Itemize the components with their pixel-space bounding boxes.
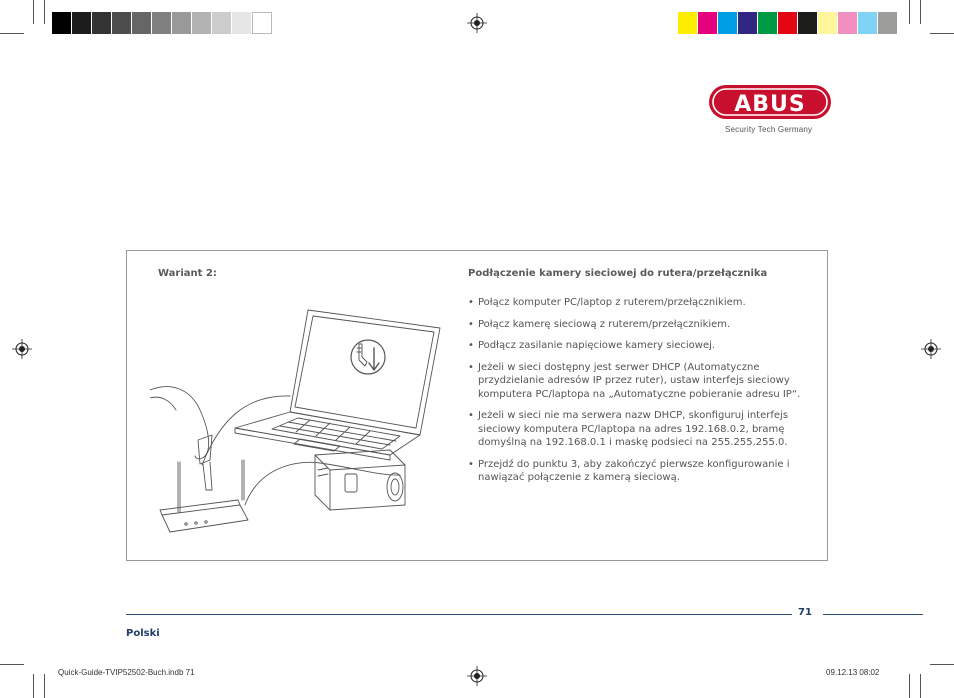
logo-tagline: Security Tech Germany (725, 125, 813, 134)
abus-logo (708, 84, 832, 120)
color-swatch (818, 12, 838, 34)
grayscale-color-bar (52, 12, 272, 34)
list-item: • Jeżeli w sieci dostępny jest serwer DHCP (Automatyczne przydzielanie adresów IP przez ruter), ustaw interfejs sieciowy komputera PC/laptopa na „Automatyczne pobieranie adresu IP“. (468, 361, 808, 402)
crop-mark (930, 33, 954, 34)
color-swatch (718, 12, 738, 34)
connection-illustration (150, 300, 450, 535)
list-item: • Jeżeli w sieci nie ma serwera nazw DHCP, skonfiguruj interfejs sieciowy komputera PC/laptopa na adres 192.168.0.2, bramę domyślną na 192.168.0.1 i maskę podsieci na 255.255.255.0. (468, 409, 808, 450)
registration-mark-icon (467, 13, 487, 33)
hand-with-plug-drawing (150, 387, 212, 490)
variant-label: Wariant 2: (158, 268, 217, 279)
color-swatch (112, 12, 132, 34)
color-swatch (678, 12, 698, 34)
crop-mark (44, 674, 45, 698)
page-number: 71 (798, 607, 812, 618)
crop-mark (0, 33, 24, 34)
registration-mark-icon (467, 666, 487, 686)
color-swatch (798, 12, 818, 34)
crop-mark (930, 664, 954, 665)
print-slug-filename: Quick-Guide-TVIP52502-Buch.indb 71 (58, 668, 195, 677)
crop-mark (33, 0, 34, 24)
crop-mark (33, 674, 34, 698)
laptop-drawing (235, 310, 440, 460)
language-label: Polski (126, 628, 160, 639)
crop-mark (0, 664, 24, 665)
color-swatch (878, 12, 898, 34)
color-swatch (212, 12, 232, 34)
color-swatch (858, 12, 878, 34)
crop-mark (920, 674, 921, 698)
color-swatch (92, 12, 112, 34)
footer-rule (823, 614, 923, 615)
color-swatch (52, 12, 72, 34)
crop-mark (909, 674, 910, 698)
color-swatch (838, 12, 858, 34)
network-download-icon (351, 340, 385, 374)
process-color-bar (678, 12, 898, 34)
list-item: • Podłącz zasilanie napięciowe kamery sieciowej. (468, 339, 808, 353)
crop-mark (909, 0, 910, 24)
color-swatch (698, 12, 718, 34)
section-heading: Podłączenie kamery sieciowej do rutera/przełącznika (468, 268, 768, 279)
crop-mark (44, 0, 45, 24)
color-swatch (778, 12, 798, 34)
color-swatch (152, 12, 172, 34)
list-item: • Połącz komputer PC/laptop z ruterem/przełącznikiem. (468, 296, 808, 310)
color-swatch (252, 12, 272, 34)
registration-mark-icon (921, 339, 941, 359)
crop-mark (920, 0, 921, 24)
steps-list (468, 296, 808, 493)
network-cable (202, 396, 400, 505)
color-swatch (192, 12, 212, 34)
logo-wordmark: ABUS (734, 92, 806, 117)
camera-drawing (315, 450, 405, 510)
color-swatch (232, 12, 252, 34)
list-item: • Przejdź do punktu 3, aby zakończyć pierwsze konfigurowanie i nawiązać połączenie z kamerą sieciową. (468, 458, 808, 485)
print-slug-timestamp: 09.12.13 08:02 (826, 668, 880, 677)
color-swatch (738, 12, 758, 34)
list-item: • Połącz kamerę sieciową z ruterem/przełącznikiem. (468, 318, 808, 332)
color-swatch (172, 12, 192, 34)
footer-rule (126, 614, 792, 615)
color-swatch (758, 12, 778, 34)
registration-mark-icon (12, 339, 32, 359)
color-swatch (72, 12, 92, 34)
color-swatch (132, 12, 152, 34)
